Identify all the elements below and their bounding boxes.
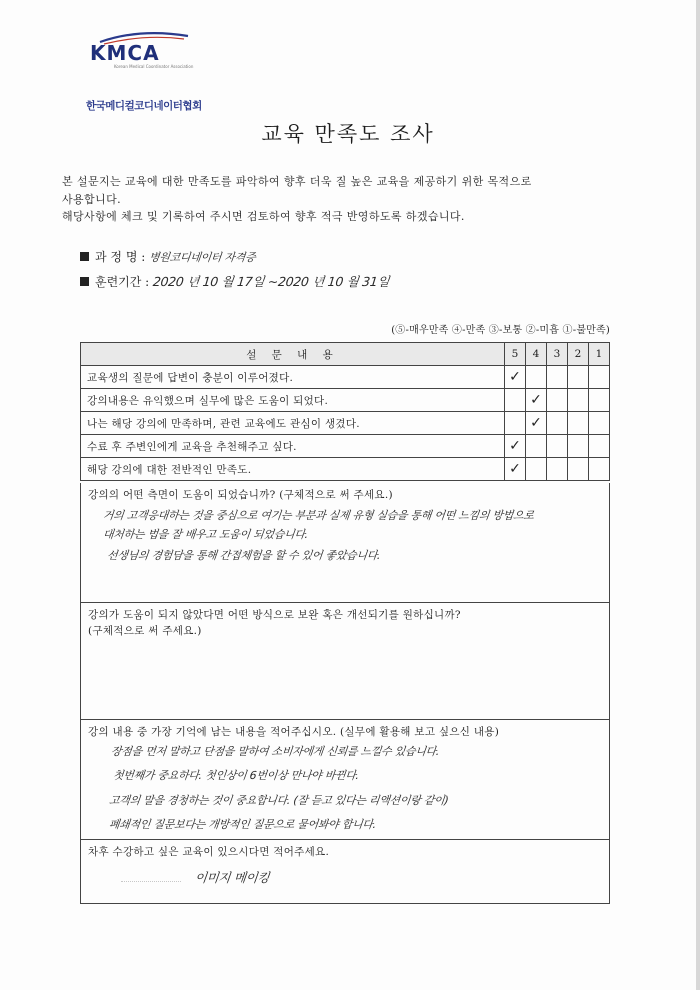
rating-cell-2[interactable] bbox=[568, 435, 589, 458]
intro-text: 본 설문지는 교육에 대한 만족도를 파악하여 향후 더욱 질 높은 교육을 제공하기 위한 목적으로 사용합니다. 해당사항에 체크 및 기록하여 주시면 검토하여 향후 적극 반영하도록 하겠습니다. bbox=[62, 175, 532, 223]
column-2: 2 bbox=[568, 343, 589, 366]
question-text: 수료 후 주변인에게 교육을 추천해주고 싶다. bbox=[81, 435, 505, 458]
rating-cell-5[interactable] bbox=[505, 366, 526, 389]
column-3: 3 bbox=[547, 343, 568, 366]
rating-cell-2[interactable] bbox=[568, 412, 589, 435]
logo-korean-name: 한국메디컬코디네이터협회 bbox=[86, 100, 202, 112]
rating-cell-1[interactable] bbox=[589, 366, 610, 389]
period-field bbox=[80, 272, 389, 290]
rating-cell-2[interactable] bbox=[568, 458, 589, 481]
rating-cell-2[interactable] bbox=[568, 389, 589, 412]
open-question-prompt: 차후 수강하고 싶은 교육이 있으시다면 적어주세요. bbox=[88, 846, 330, 858]
period-value: 2020 년 10 월 17일 ~2020 년 10 월 31일 bbox=[152, 274, 391, 289]
rating-cell-1[interactable] bbox=[589, 435, 610, 458]
question-column-header: 설 문 내 용 bbox=[81, 343, 505, 366]
rating-cell-3[interactable] bbox=[547, 389, 568, 412]
open-question-helpful bbox=[80, 483, 610, 603]
rating-row bbox=[81, 412, 610, 435]
period-label: 훈련기간 : bbox=[95, 275, 154, 289]
rating-cell-5[interactable] bbox=[505, 412, 526, 435]
check-mark-icon: ✓ bbox=[530, 415, 542, 431]
rating-cell-4[interactable] bbox=[526, 412, 547, 435]
rating-cell-4[interactable] bbox=[526, 458, 547, 481]
rating-cell-3[interactable] bbox=[547, 412, 568, 435]
open-question-improve bbox=[80, 603, 610, 720]
rating-cell-1[interactable] bbox=[589, 458, 610, 481]
question-text: 교육생의 질문에 답변이 충분이 이루어졌다. bbox=[81, 366, 505, 389]
rating-table-header bbox=[81, 343, 610, 366]
open-question-future-course bbox=[80, 840, 610, 904]
handwritten-answer: 첫번째가 중요하다. 첫인상이 6번이상 만나야 바뀐다. bbox=[112, 769, 360, 782]
future-course-answer bbox=[121, 868, 269, 886]
column-5: 5 bbox=[505, 343, 526, 366]
kmca-logo bbox=[84, 30, 224, 112]
rating-table bbox=[80, 342, 610, 481]
handwritten-answer: 거의 고객응대하는 것을 중심으로 여기는 부분과 실제 유형 실습을 통해 어떤 느낌의 방법으로 bbox=[102, 509, 535, 522]
rating-cell-3[interactable] bbox=[547, 435, 568, 458]
rating-cell-4[interactable] bbox=[526, 435, 547, 458]
handwritten-answer: 대처하는 법을 잘 배우고 도움이 되었습니다. bbox=[102, 528, 309, 541]
page-title: 교육 만족도 조사 bbox=[261, 122, 435, 146]
open-question-memorable bbox=[80, 720, 610, 840]
column-4: 4 bbox=[526, 343, 547, 366]
kmca-logo-mark bbox=[84, 30, 224, 90]
handwritten-answer: 선생님의 경험담을 통해 간접체험을 할 수 있어 좋았습니다. bbox=[106, 549, 382, 562]
rating-row bbox=[81, 366, 610, 389]
course-label: 과 정 명 : bbox=[95, 250, 150, 264]
masked-text bbox=[121, 875, 181, 882]
handwritten-answer: 고객의 말을 경청하는 것이 중요합니다. (잘 듣고 있다는 리액션이랑 같이) bbox=[108, 794, 450, 807]
square-bullet-icon bbox=[80, 277, 89, 286]
course-value: 병원코디네이터 자격증 bbox=[148, 251, 257, 264]
column-1: 1 bbox=[589, 343, 610, 366]
check-mark-icon: ✓ bbox=[509, 438, 521, 454]
handwritten-answer: 폐쇄적인 질문보다는 개방적인 질문으로 물어봐야 합니다. bbox=[108, 818, 377, 831]
rating-row bbox=[81, 389, 610, 412]
rating-cell-4[interactable] bbox=[526, 389, 547, 412]
rating-cell-5[interactable] bbox=[505, 389, 526, 412]
rating-row bbox=[81, 435, 610, 458]
handwritten-answer: 장점을 먼저 말하고 단점을 말하여 소비자에게 신뢰를 느낄수 있습니다. bbox=[110, 745, 440, 758]
check-mark-icon: ✓ bbox=[530, 392, 542, 408]
handwritten-answer: 이미지 메이킹 bbox=[194, 870, 271, 885]
course-field bbox=[80, 248, 256, 265]
logo-abbrev: KMCA bbox=[90, 41, 160, 65]
rating-cell-1[interactable] bbox=[589, 412, 610, 435]
rating-cell-1[interactable] bbox=[589, 389, 610, 412]
open-question-prompt: 강의의 어떤 측면이 도움이 되었습니까? (구체적으로 써 주세요.) bbox=[88, 489, 393, 501]
logo-tagline: Korean Medical Coordinator Association bbox=[114, 64, 194, 69]
rating-cell-2[interactable] bbox=[568, 366, 589, 389]
check-mark-icon: ✓ bbox=[509, 369, 521, 385]
square-bullet-icon bbox=[80, 252, 89, 261]
rating-cell-5[interactable] bbox=[505, 458, 526, 481]
rating-cell-5[interactable] bbox=[505, 435, 526, 458]
rating-row bbox=[81, 458, 610, 481]
question-text: 나는 해당 강의에 만족하며, 관련 교육에도 관심이 생겼다. bbox=[81, 412, 505, 435]
open-question-prompt: 강의 내용 중 가장 기억에 남는 내용을 적어주십시오. (실무에 활용해 보고 싶으신 내용) bbox=[88, 726, 500, 738]
check-mark-icon: ✓ bbox=[509, 461, 521, 477]
question-text: 해당 강의에 대한 전반적인 만족도. bbox=[81, 458, 505, 481]
rating-cell-3[interactable] bbox=[547, 458, 568, 481]
open-question-prompt: 강의가 도움이 되지 않았다면 어떤 방식으로 보완 혹은 개선되기를 원하십니까? (구체적으로 써 주세요.) bbox=[88, 609, 461, 637]
rating-cell-3[interactable] bbox=[547, 366, 568, 389]
rating-cell-4[interactable] bbox=[526, 366, 547, 389]
question-text: 강의내용은 유익했으며 실무에 많은 도움이 되었다. bbox=[81, 389, 505, 412]
rating-scale-legend: (⑤-매우만족 ④-만족 ③-보통 ②-미흡 ①-불만족) bbox=[391, 325, 610, 336]
